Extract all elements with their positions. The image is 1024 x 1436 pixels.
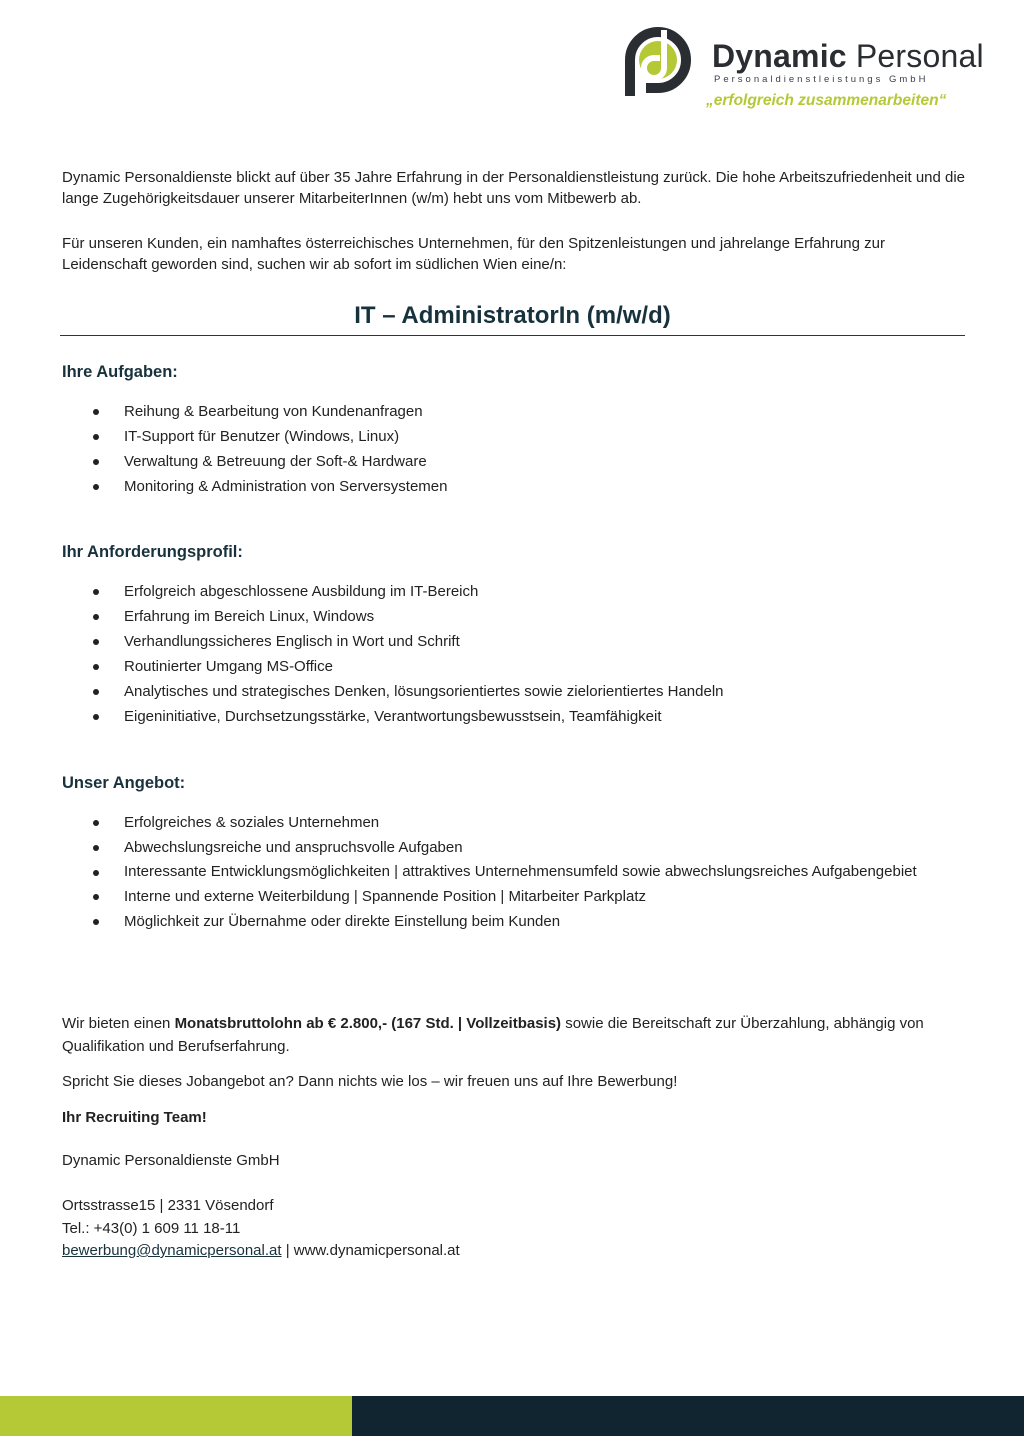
list-item: Erfahrung im Bereich Linux, Windows <box>62 604 942 629</box>
footer-bar-green <box>0 1396 352 1436</box>
list-item: Reihung & Bearbeitung von Kundenanfragen <box>62 399 942 424</box>
list-item: IT-Support für Benutzer (Windows, Linux) <box>62 424 942 449</box>
brand-name <box>712 38 984 75</box>
offer-list <box>62 810 942 934</box>
intro-paragraph-1: Dynamic Personaldienste blickt auf über 35 Jahre Erfahrung in der Personaldienstleistung zurück. Die hohe Arbeitszufriedenheit und die lange Zugehörigkeitsdauer unserer MitarbeiterInnen (w/m) hebt uns vom Mitbewerb ab. <box>62 169 966 207</box>
profile-heading: Ihr Anforderungsprofil: <box>62 543 243 561</box>
company-logo <box>620 24 990 114</box>
brand-subtitle: Personaldienstleistungs GmbH <box>714 74 929 85</box>
list-item: Analytisches und strategisches Denken, lösungsorientiertes sowie zielorientiertes Handeln <box>62 679 942 704</box>
intro-paragraph-2: Für unseren Kunden, ein namhaftes österreichisches Unternehmen, für den Spitzenleistungen und jahrelange Erfahrung zur Leidenschaft geworden sind, suchen wir ab sofort im südlichen Wien eine/n: <box>62 235 886 273</box>
slogan: „erfolgreich zusammenarbeiten“ <box>706 92 947 109</box>
list-item: Monitoring & Administration von Serversystemen <box>62 474 942 499</box>
list-item: Interessante Entwicklungsmöglichkeiten | attraktives Unternehmensumfeld sowie abwechslungsreiches Aufgabengebiet <box>62 860 942 884</box>
salary-prefix: Wir bieten einen <box>62 1015 175 1032</box>
list-item: Möglichkeit zur Übernahme oder direkte Einstellung beim Kunden <box>62 909 942 934</box>
tasks-list <box>62 399 942 499</box>
job-title: IT – AdministratorIn (m/w/d) <box>354 302 671 329</box>
offer-heading: Unser Angebot: <box>62 774 186 792</box>
team-signature: Ihr Recruiting Team! <box>62 1109 207 1126</box>
list-item: Eigeninitiative, Durchsetzungsstärke, Verantwortungsbewusstsein, Teamfähigkeit <box>62 704 942 729</box>
company-name: Dynamic Personaldienste GmbH <box>62 1152 280 1169</box>
phone: Tel.: +43(0) 1 609 11 18-11 <box>62 1219 241 1237</box>
contact-block <box>62 1195 967 1263</box>
email-link[interactable]: bewerbung@dynamicpersonal.at <box>62 1242 282 1259</box>
salary-amount: Monatsbruttolohn ab € 2.800,- (167 Std. | Vollzeitbasis) <box>174 1015 562 1032</box>
dp-logo-icon <box>620 24 700 100</box>
list-item: Abwechslungsreiche und anspruchsvolle Aufgaben <box>62 835 942 860</box>
address: Ortsstrasse15 | 2331 Vösendorf <box>62 1197 274 1214</box>
footer-bar-dark <box>352 1396 1024 1436</box>
brand-bold: Dynamic <box>712 38 847 74</box>
list-item: Erfolgreich abgeschlossene Ausbildung im IT-Bereich <box>62 579 942 604</box>
call-to-action: Spricht Sie dieses Jobangebot an? Dann nichts wie los – wir freuen uns auf Ihre Bewerbung! <box>62 1073 678 1090</box>
website-text: www.dynamicpersonal.at <box>293 1242 460 1259</box>
list-item: Verwaltung & Betreuung der Soft-& Hardware <box>62 449 942 474</box>
list-item: Routinierter Umgang MS-Office <box>62 654 942 679</box>
list-item: Verhandlungssicheres Englisch in Wort und Schrift <box>62 629 942 654</box>
contact-links <box>62 1240 967 1263</box>
profile-list <box>62 579 942 729</box>
link-separator: | <box>281 1242 294 1259</box>
brand-light: Personal <box>855 38 984 74</box>
list-item: Interne und externe Weiterbildung | Spannende Position | Mitarbeiter Parkplatz <box>62 884 942 909</box>
title-divider <box>60 335 965 336</box>
salary-suffix: sowie die Bereitschaft zur Überzahlung, abhängig von Qualifikation und Berufserfahrung. <box>62 1015 924 1055</box>
tasks-heading: Ihre Aufgaben: <box>62 363 178 381</box>
list-item: Erfolgreiches & soziales Unternehmen <box>62 810 942 835</box>
salary-paragraph <box>62 1012 967 1058</box>
